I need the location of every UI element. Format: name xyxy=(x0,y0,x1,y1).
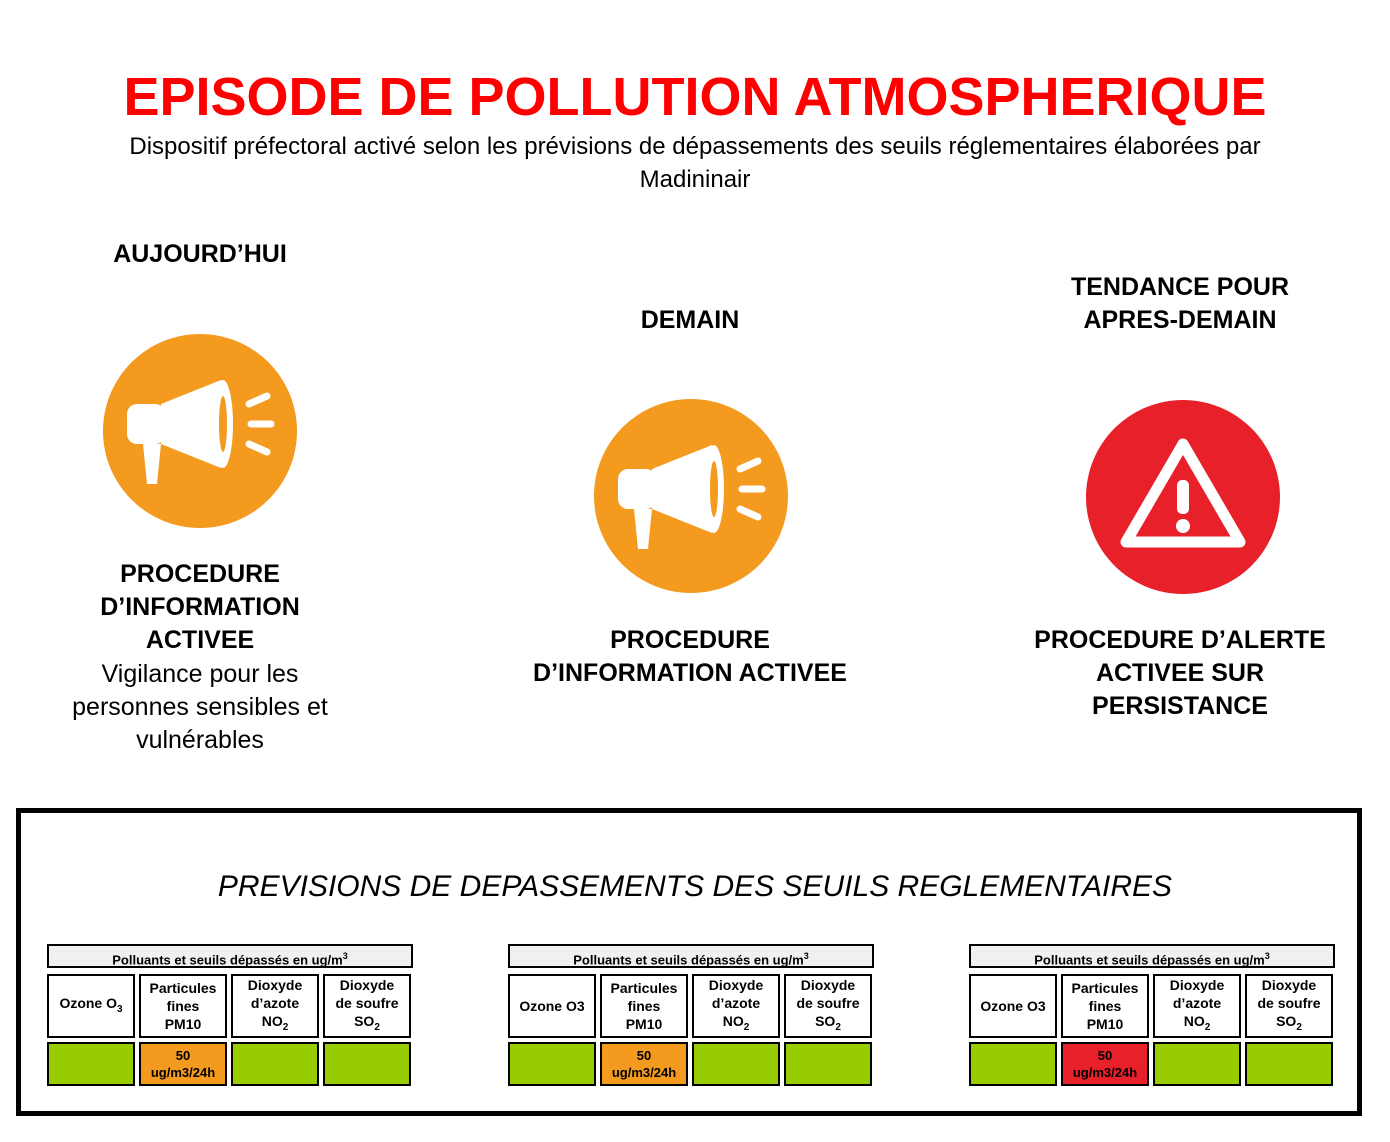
header-superscript: 3 xyxy=(342,951,348,961)
label-text: Ozone O3 xyxy=(980,998,1046,1014)
label-text: PM10 xyxy=(164,1016,202,1032)
status-cell xyxy=(692,1042,780,1086)
status-cell xyxy=(969,1042,1057,1086)
value-text: ug/m3/24h xyxy=(1072,1065,1138,1080)
forecast-title: PREVISIONS DE DEPASSEMENTS DES SEUILS REGLEMENTAIRES xyxy=(217,870,1173,903)
pollutant-table-trend xyxy=(969,944,1335,1090)
table-header-text: Polluants et seuils dépassés en ug/m xyxy=(112,952,343,968)
pollutant-label-ozone xyxy=(508,974,596,1038)
header-superscript: 3 xyxy=(803,951,809,961)
label-text: Dioxyde xyxy=(1261,976,1317,993)
label-text: d’azote xyxy=(250,994,300,1011)
procedure-line: D’INFORMATION ACTIVEE xyxy=(533,659,847,687)
label-text: SO xyxy=(354,1012,375,1029)
pollutant-label-pm10 xyxy=(139,974,227,1038)
label-subscript: 2 xyxy=(1296,1021,1302,1033)
label-text: fines xyxy=(1088,998,1122,1014)
label-text: Dioxyde xyxy=(800,976,856,993)
label-text: PM10 xyxy=(625,1016,663,1032)
label-text: SO xyxy=(1276,1012,1297,1029)
page-title: EPISODE DE POLLUTION ATMOSPHERIQUE xyxy=(123,67,1267,127)
label-text: NO xyxy=(1183,1012,1205,1029)
value-text: 50 xyxy=(1097,1048,1113,1063)
table-header xyxy=(47,944,413,968)
label-text: PM10 xyxy=(1086,1016,1124,1032)
heading-line: TENDANCE POUR xyxy=(1070,273,1290,301)
value-text: 50 xyxy=(175,1048,191,1063)
value-text: ug/m3/24h xyxy=(150,1065,216,1080)
pollutant-label-ozone xyxy=(47,974,135,1038)
header-superscript: 3 xyxy=(1264,951,1270,961)
status-cell xyxy=(508,1042,596,1086)
status-cell xyxy=(1061,1042,1149,1086)
pollutant-label-so2 xyxy=(784,974,872,1038)
pollutant-label-no2 xyxy=(692,974,780,1038)
label-text: de soufre xyxy=(796,994,860,1011)
pollutant-label-ozone xyxy=(969,974,1057,1038)
label-text: d’azote xyxy=(1172,994,1222,1011)
table-header xyxy=(969,944,1335,968)
table-header-text: Polluants et seuils dépassés en ug/m xyxy=(573,952,804,968)
status-cell xyxy=(1245,1042,1333,1086)
procedure-line: PROCEDURE D’ALERTE xyxy=(1034,626,1326,654)
pollutant-label-so2 xyxy=(323,974,411,1038)
status-cell xyxy=(600,1042,688,1086)
label-text: de soufre xyxy=(335,994,399,1011)
label-subscript: 2 xyxy=(1204,1021,1211,1033)
value-text: ug/m3/24h xyxy=(611,1065,677,1080)
label-subscript: 2 xyxy=(835,1021,841,1033)
pollutant-label-no2 xyxy=(231,974,319,1038)
procedure-line: ACTIVEE xyxy=(145,626,255,654)
heading-line: APRES-DEMAIN xyxy=(1083,306,1277,334)
megaphone-icon xyxy=(103,334,297,528)
procedure-line: D’INFORMATION xyxy=(100,593,300,621)
subtitle xyxy=(40,130,1350,196)
label-text: Particules xyxy=(149,980,217,996)
pollutant-table-tomorrow xyxy=(508,944,874,1090)
status-cell xyxy=(323,1042,411,1086)
status-cell xyxy=(47,1042,135,1086)
pollutant-label-so2 xyxy=(1245,974,1333,1038)
label-text: Dioxyde xyxy=(339,976,395,993)
tomorrow-status-circle xyxy=(594,399,788,593)
label-subscript: 2 xyxy=(743,1021,750,1033)
status-cell xyxy=(231,1042,319,1086)
pollutant-label-pm10 xyxy=(1061,974,1149,1038)
tomorrow-procedure xyxy=(500,624,880,690)
status-cell xyxy=(784,1042,872,1086)
today-procedure xyxy=(50,558,350,657)
pollutant-label-pm10 xyxy=(600,974,688,1038)
label-text: NO xyxy=(261,1012,283,1029)
label-text: SO xyxy=(815,1012,836,1029)
pollutant-table-today xyxy=(47,944,413,1090)
procedure-line: PROCEDURE xyxy=(610,626,770,654)
label-text: Particules xyxy=(1071,980,1139,996)
heading-line: AUJOURD’HUI xyxy=(113,240,287,268)
label-subscript: 3 xyxy=(117,1003,123,1015)
table-header-text: Polluants et seuils dépassés en ug/m xyxy=(1034,952,1265,968)
table-header xyxy=(508,944,874,968)
label-text: fines xyxy=(166,998,200,1014)
label-text: Ozone O xyxy=(59,994,117,1011)
subtitle-line: Dispositif préfectoral activé selon les prévisions de dépassements des seuils réglementaires élaborées par xyxy=(129,133,1261,160)
trend-status-circle xyxy=(1086,400,1280,594)
label-text: fines xyxy=(627,998,661,1014)
label-text: d’azote xyxy=(711,994,761,1011)
today-description xyxy=(30,658,370,757)
megaphone-icon xyxy=(594,399,788,593)
status-cell xyxy=(139,1042,227,1086)
label-text: Dioxyde xyxy=(1169,976,1225,993)
status-cell xyxy=(1153,1042,1241,1086)
procedure-line: PERSISTANCE xyxy=(1092,692,1268,720)
procedure-line: PROCEDURE xyxy=(120,560,280,588)
label-text: NO xyxy=(722,1012,744,1029)
subtitle-line: Madininair xyxy=(639,166,751,193)
label-subscript: 2 xyxy=(282,1021,289,1033)
value-text: 50 xyxy=(636,1048,652,1063)
label-subscript: 2 xyxy=(374,1021,380,1033)
label-text: Ozone O3 xyxy=(519,998,585,1014)
description-line: personnes sensibles et xyxy=(72,693,328,721)
today-status-circle xyxy=(103,334,297,528)
label-text: Dioxyde xyxy=(708,976,764,993)
heading-line: DEMAIN xyxy=(640,306,740,334)
description-line: vulnérables xyxy=(136,726,264,754)
heading-today xyxy=(50,238,350,271)
label-text: de soufre xyxy=(1257,994,1321,1011)
description-line: Vigilance pour les xyxy=(101,660,299,688)
trend-procedure xyxy=(1000,624,1360,723)
procedure-line: ACTIVEE SUR xyxy=(1095,659,1265,687)
label-text: Particules xyxy=(610,980,678,996)
heading-trend xyxy=(1030,271,1330,337)
label-text: Dioxyde xyxy=(247,976,303,993)
warning-triangle-icon xyxy=(1086,400,1280,594)
heading-tomorrow xyxy=(540,304,840,337)
pollutant-label-no2 xyxy=(1153,974,1241,1038)
